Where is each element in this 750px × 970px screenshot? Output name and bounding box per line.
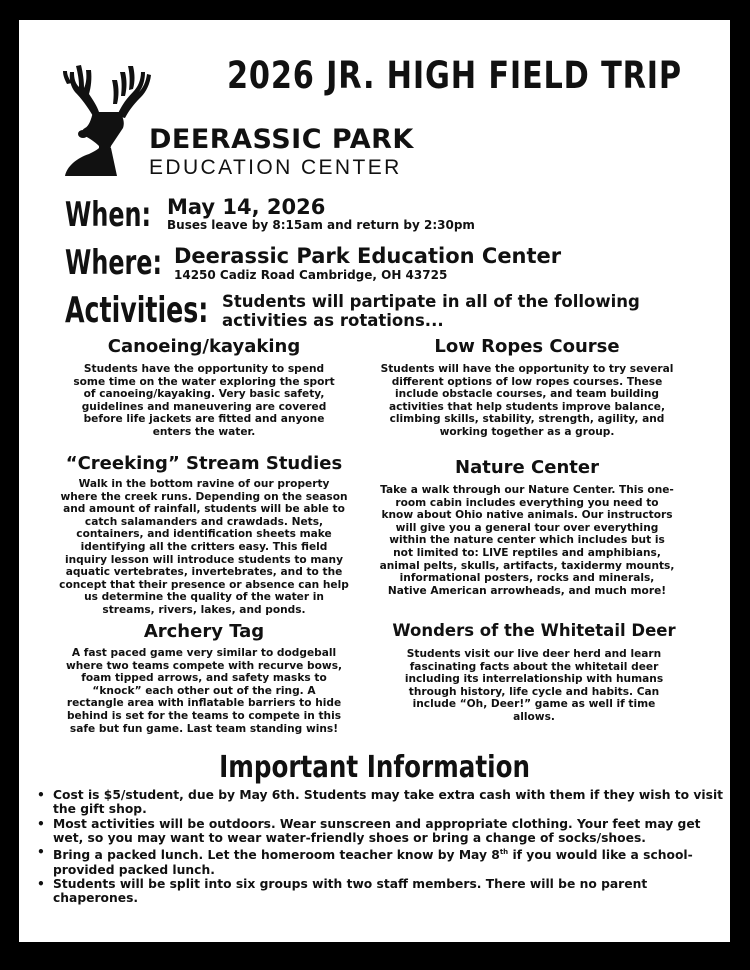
activity-creeking xyxy=(59,453,349,617)
activity-description: Take a walk through our Nature Center. This one-room cabin includes everything you need to know about Ohio native animals. Our instructors will give you a general tour over everything within the nature center which includes but is not limited to: LIVE reptiles and amphibians, animal pelts, skulls, artifacts, taxidermy mounts, informational posters, rocks and minerals, Native American arrowheads, and much more! xyxy=(379,484,675,597)
activities-heading: Activities: xyxy=(65,290,209,331)
activities-intro-line1: Students will partipate in all of the following xyxy=(222,292,640,311)
activity-description: Students have the opportunity to spend some time on the water exploring the sport of canoeing/kayaking. Very basic safety, guidelines and maneuvering are covered before life jackets are fitted and anyone enters the water. xyxy=(73,363,335,438)
activity-whitetail-deer xyxy=(379,621,689,724)
activity-canoeing xyxy=(59,336,349,439)
logo-subtitle: EDUCATION CENTER xyxy=(149,156,402,179)
list-item: • Most activities will be outdoors. Wear sunscreen and appropriate clothing. Your feet may get wet, so you may want to wear water-friendly shoes or bring a change of socks/shoes. xyxy=(53,817,730,846)
activity-archery xyxy=(59,621,349,735)
activity-title: Canoeing/kayaking xyxy=(107,336,301,357)
logo-name: DEERASSIC PARK xyxy=(149,124,414,155)
when-date: May 14, 2026 xyxy=(167,195,326,219)
activities-intro-line2: activities as rotations... xyxy=(222,311,444,330)
important-list xyxy=(35,788,730,905)
flyer-page xyxy=(19,20,730,942)
activity-description: Students will have the opportunity to try several different options of low ropes courses. These include obstacle courses, and team building activities that help students improve balance, climbing skills, stability, strength, agility, and working together as a group. xyxy=(380,363,674,438)
activity-description: Walk in the bottom ravine of our property where the creek runs. Depending on the season and amount of rainfall, students will be able to catch salamanders and crawdads. Nets, containers, and identification sheets make identifying all the critters easy. This field inquiry lesson will introduce students to many aquatic vertebrates, invertebrates, and to the concept that their presence or absence can help us determine the quality of the water in streams, rivers, lakes, and ponds. xyxy=(59,478,349,616)
where-heading: Where: xyxy=(65,243,163,283)
activity-nature-center xyxy=(379,457,675,597)
when-detail: Buses leave by 8:15am and return by 2:30pm xyxy=(167,218,475,232)
activity-description: Students visit our live deer herd and learn fascinating facts about the whitetail deer including its interrelationship with humans through history, life cycle and habits. Can include “Oh, Deer!” game as well if time allows. xyxy=(404,648,664,723)
list-item: • Bring a packed lunch. Let the homeroom teacher know by May 8th if you would like a school-provided packed lunch. xyxy=(53,845,730,877)
activity-title: Nature Center xyxy=(455,457,599,478)
activity-title: “Creeking” Stream Studies xyxy=(65,453,343,474)
where-location: Deerassic Park Education Center xyxy=(174,244,562,268)
activity-low-ropes xyxy=(379,336,675,439)
deer-antler-silhouette-icon xyxy=(59,54,155,176)
list-item: • Cost is $5/student, due by May 6th. Students may take extra cash with them if they wish to visit the gift shop. xyxy=(53,788,730,817)
when-heading: When: xyxy=(65,195,152,235)
activity-title: Wonders of the Whitetail Deer xyxy=(392,621,676,640)
list-item: • Students will be split into six groups with two staff members. There will be no parent chaperones. xyxy=(53,877,730,906)
page-title: 2026 JR. HIGH FIELD TRIP xyxy=(227,54,682,97)
activity-description: A fast paced game very similar to dodgeball where two teams compete with recurve bows, foam tipped arrows, and safety masks to “knock” each other out of the ring. A rectangle area with inflatable barriers to hide behind is set for the teams to compete in this safe but fun game. Last team standing wins! xyxy=(65,647,343,735)
activity-title: Low Ropes Course xyxy=(434,336,620,357)
where-address: 14250 Cadiz Road Cambridge, OH 43725 xyxy=(174,268,448,282)
activity-title: Archery Tag xyxy=(143,621,265,642)
activities-intro xyxy=(222,292,640,330)
important-heading: Important Information xyxy=(219,750,530,785)
